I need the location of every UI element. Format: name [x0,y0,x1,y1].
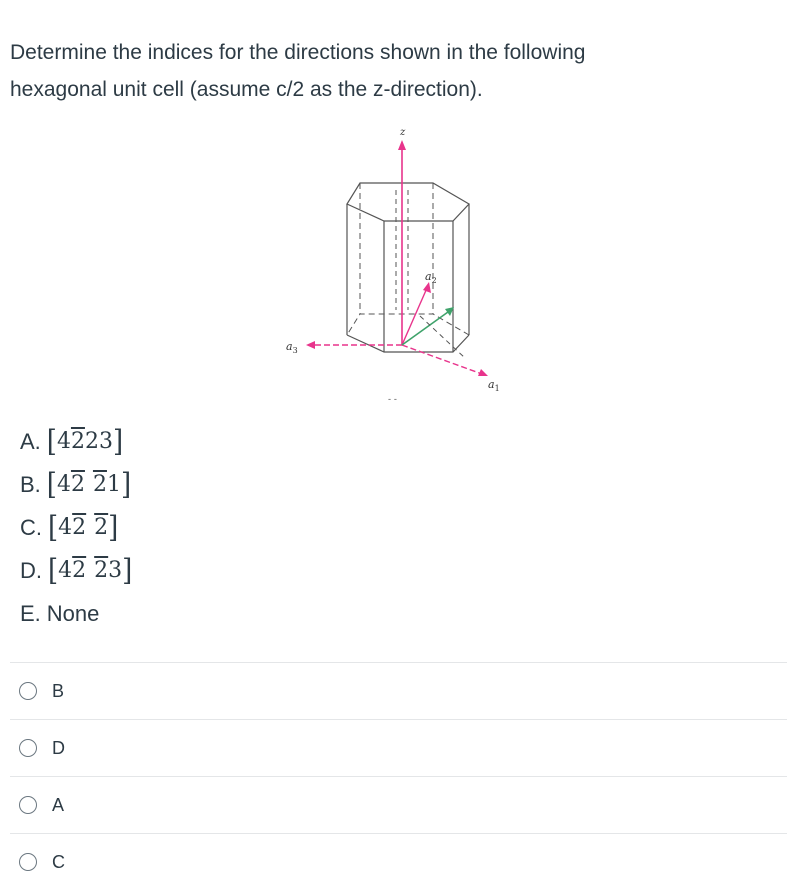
option-b [20,463,132,506]
question-text [10,34,710,108]
index-digit-negative: 2 [72,515,87,540]
answer-label: C [52,851,65,872]
index-digit: 1 [106,472,121,497]
direction-indices [48,510,119,545]
index-digit-negative: 2 [92,472,107,497]
bottom-front-edges [347,335,469,352]
z-label: z [400,127,406,138]
radio-button[interactable] [19,796,37,814]
index-digit: 3 [98,429,113,454]
radio-button[interactable] [19,853,37,871]
option-d [20,549,132,592]
index-digit: 2 [84,429,99,454]
cropped-label-fragment: - - [388,395,397,405]
index-digit: 4 [56,472,71,497]
option-letter: E. [20,600,41,626]
hexagonal-unit-cell-figure [270,120,530,410]
answer-label: D [52,737,65,758]
index-digit-negative: 2 [70,472,85,497]
index-digit: 4 [56,429,71,454]
z-axis-arrowhead [398,140,406,150]
question-line-2: hexagonal unit cell (assume c/2 as the z-direction). [10,78,483,101]
index-digit-negative: 2 [72,558,87,583]
option-a [20,420,132,463]
direction-indices [48,553,133,588]
option-e [20,592,132,635]
hexagonal-cell-svg [270,120,530,410]
a3-axis-arrowhead [306,341,315,349]
direction-indices [46,424,124,459]
index-digit: 3 [108,558,123,583]
radio-button[interactable] [19,739,37,757]
direction-indices [46,467,132,502]
answer-radio-list [10,662,787,890]
a1-label: $a_1$ [488,378,500,393]
option-letter: D. [20,557,42,583]
answer-label: A [52,794,65,815]
answer-option-d[interactable] [10,719,787,776]
answer-option-a[interactable] [10,776,787,833]
a1-axis-arrowhead [478,369,488,376]
index-digit: 4 [58,515,73,540]
right-bracket: ] [122,553,133,588]
option-c [20,506,132,549]
right-bracket: ] [112,424,124,459]
answer-option-c[interactable] [10,833,787,890]
left-bracket: [ [46,467,57,502]
index-digit-negative: 2 [94,558,109,583]
answer-option-b[interactable] [10,662,787,719]
option-letter: C. [20,514,42,540]
index-digit-negative: 2 [94,515,109,540]
right-bracket: ] [108,510,119,545]
a1-axis [402,345,482,374]
option-list [20,420,132,635]
left-bracket: [ [48,510,59,545]
index-digit: 4 [58,558,73,583]
left-bracket: [ [48,553,59,588]
option-text: None [46,600,100,626]
right-bracket: ] [120,467,132,502]
a3-label: $a_3$ [286,340,298,355]
index-digit-negative: 2 [70,429,85,454]
radio-button[interactable] [19,682,37,700]
option-letter: B. [20,471,41,497]
a2-axis-arrowhead [423,282,431,293]
a2-label: $a_2$ [425,270,437,285]
option-letter: A. [20,428,41,454]
question-line-1: Determine the indices for the directions shown in the following [10,41,586,64]
answer-label: B [52,680,65,701]
left-bracket: [ [46,424,57,459]
